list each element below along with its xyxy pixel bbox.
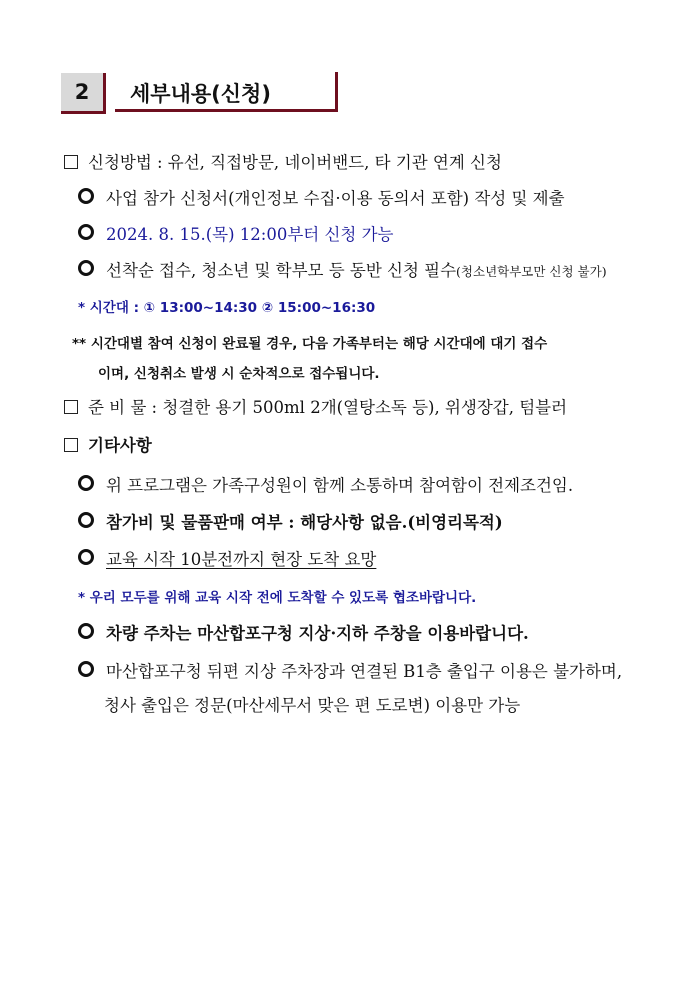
etc-heading: 기타사항 [88,436,152,455]
etc-heading-line [64,432,152,456]
family-text: 위 프로그램은 가족구성원이 함께 소통하며 참여함이 전제조건임. [106,476,574,495]
first-come-line [78,257,607,281]
arrival-text: 교육 시작 10분전까지 현장 도착 요망 [106,550,377,569]
start-date-text: 2024. 8. 15.(목) 12:00부터 신청 가능 [106,225,394,244]
square-bullet-icon [64,155,78,169]
form-text: 사업 참가 신청서(개인정보 수집·이용 동의서 포함) 작성 및 제출 [106,189,565,208]
supplies-text: 준 비 물 : 청결한 용기 500ml 2개(열탕소독 등), 위생장갑, 텀블러 [88,398,568,417]
parking-detail-line-2: 청사 출입은 정문(마산세무서 맞은 편 도로변) 이용만 가능 [104,696,521,715]
start-date-line [78,221,393,245]
circle-bullet-icon [78,475,94,491]
section-number: 2 [74,80,90,104]
waitlist-line-1: ** 시간대별 참여 신청이 완료될 경우, 다음 가족부터는 해당 시간대에 대기 접수 [72,336,548,352]
apply-method-text: 신청방법 : 유선, 직접방문, 네이버밴드, 타 기관 연계 신청 [88,153,502,172]
circle-bullet-icon [78,661,94,677]
circle-bullet-icon [78,224,94,240]
section-title: 세부내용(신청) [130,82,271,106]
fee-line [78,509,503,533]
parking-detail-text-1: 마산합포구청 뒤편 지상 주차장과 연결된 B1층 출입구 이용은 불가하며, [106,662,623,681]
circle-bullet-icon [78,549,94,565]
arrival-line [78,546,376,570]
parking-detail-line-1 [78,658,622,682]
form-line [78,185,565,209]
section-number-box [61,73,106,114]
supplies-line [64,394,567,418]
square-bullet-icon [64,400,78,414]
circle-bullet-icon [78,188,94,204]
circle-bullet-icon [78,623,94,639]
time-slots-line: * 시간대 : ① 13:00~14:30 ② 15:00~16:30 [78,300,376,316]
parking-line [78,620,529,644]
square-bullet-icon [64,438,78,452]
arrival-note-line: * 우리 모두를 위해 교육 시작 전에 도착할 수 있도록 협조바랍니다. [78,590,477,606]
title-underline [115,109,337,112]
waitlist-line-2: 이며, 신청취소 발생 시 순차적으로 접수됩니다. [98,366,380,382]
family-line [78,472,573,496]
title-right-rule [335,72,338,112]
first-come-text: 선착순 접수, 청소년 및 학부모 등 동반 신청 필수 [106,261,457,280]
parking-text: 차량 주차는 마산합포구청 지상·지하 주창을 이용바랍니다. [106,624,529,643]
apply-method-line [64,149,502,173]
fee-text: 참가비 및 물품판매 여부 : 해당사항 없음.(비영리목적) [106,513,503,532]
circle-bullet-icon [78,512,94,528]
circle-bullet-icon [78,260,94,276]
first-come-note: (청소년학부모만 신청 불가) [456,264,607,279]
